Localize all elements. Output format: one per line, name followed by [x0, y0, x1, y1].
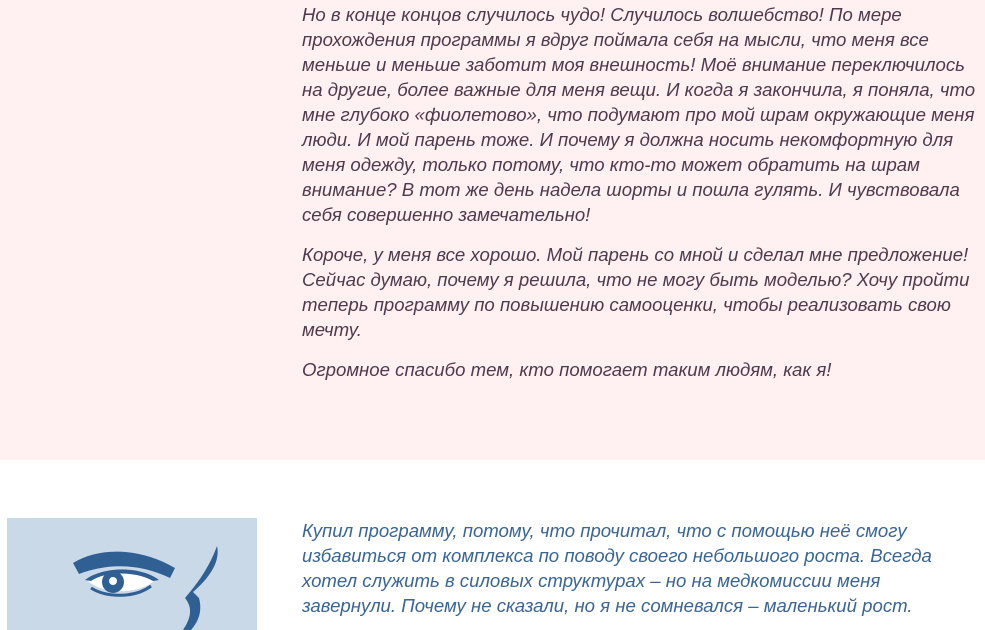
testimonial-paragraph: Купил программу, потому, что прочитал, что с помощью неё смогу избавиться от комплекса по поводу своего небольшого роста. Всегда хотел служить в силовых структурах – но на медкомиссии меня завернули. Почему не сказали, но я не сомневался – маленький рост. — [302, 520, 932, 616]
testimonial-illustration — [7, 518, 257, 630]
testimonial-paragraph: Огромное спасибо тем, кто помогает таким людям, как я! — [302, 359, 832, 380]
testimonial-text-1 — [302, 2, 977, 397]
testimonial-text-2 — [302, 518, 972, 618]
testimonial-paragraph: Короче, у меня все хорошо. Мой парень со мной и сделал мне предложение! Сейчас думаю, почему я решила, что не могу быть моделью? Хочу пройти теперь программу по повышению самооценки, чтобы реализовать свою мечту. — [302, 244, 970, 340]
face-eye-icon — [7, 518, 257, 630]
testimonial-paragraph: Но в конце концов случилось чудо! Случилось волшебство! По мере прохождения программы я вдруг поймала себя на мысли, что меня все меньше и меньше заботит моя внешность! Моё внимание переключилось на другие, более важные для меня вещи. И когда я закончила, я поняла, что мне глубоко «фиолетово», что подумают про мой шрам окружающие меня люди. И мой парень тоже. И почему я должна носить некомфортную для меня одежду, только потому, что кто-то может обратить на шрам внимание? В тот же день надела шорты и пошла гулять. И чувствовала себя совершенно замечательно! — [302, 4, 976, 225]
